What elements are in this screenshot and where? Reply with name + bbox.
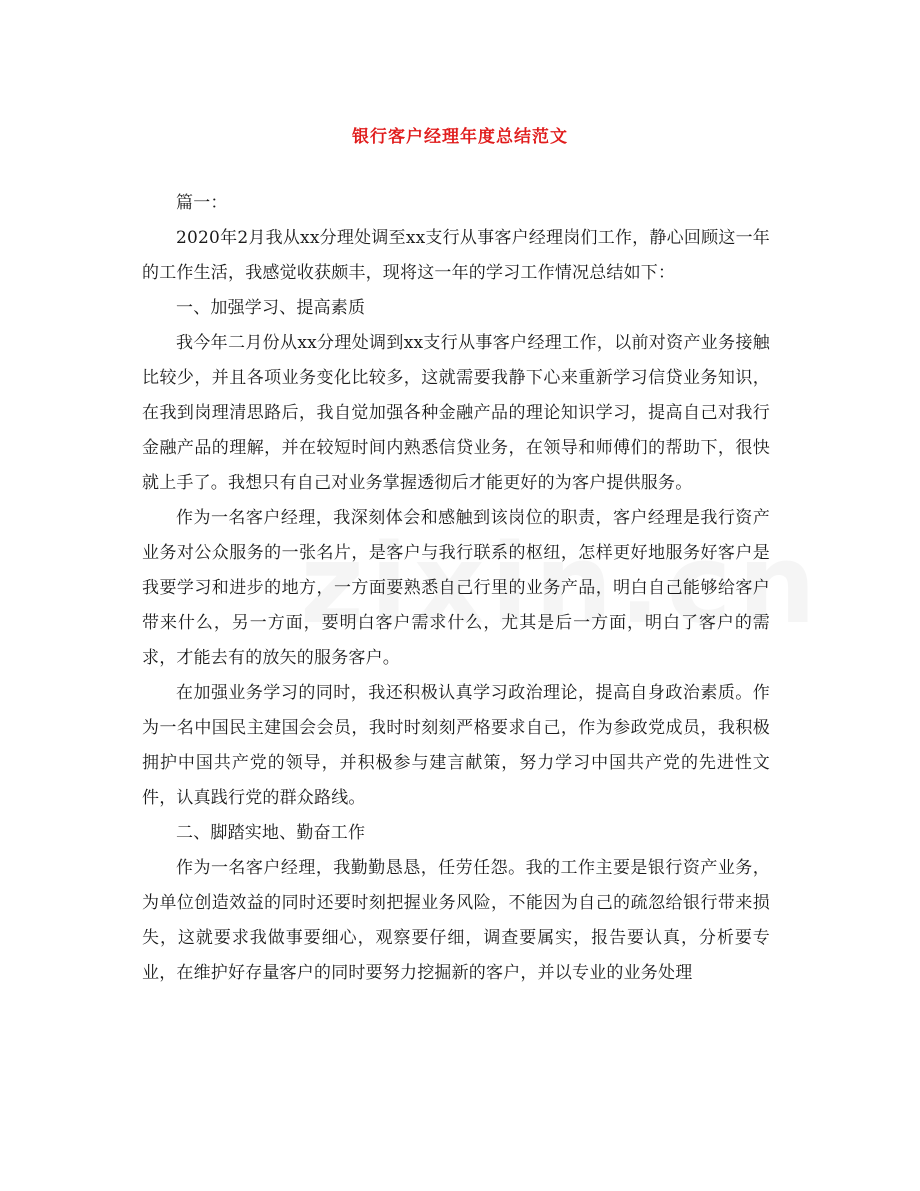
document-body: [142, 186, 770, 991]
section-heading: 一、加强学习、提高素质: [176, 298, 366, 318]
section-label: 篇一：: [176, 193, 228, 213]
body-paragraph: 在加强业务学习的同时，我还积极认真学习政治理论，提高自身政治素质。作为一名中国民主建国会会员，我时时刻刻严格要求自己，作为参政党成员，我积极拥护中国共产党的领导，并积极参与建言献策，努力学习中国共产党的先进性文件，认真践行党的群众路线。: [142, 683, 770, 808]
body-paragraph: 作为一名客户经理，我勤勤恳恳，任劳任怨。我的工作主要是银行资产业务，为单位创造效益的同时还要时刻把握业务风险，不能因为自己的疏忽给银行带来损失，这就要求我做事要细心，观察要仔细，调查要属实，报告要认真，分析要专业，在维护好存量客户的同时要努力挖掘新的客户，并以专业的业务处理: [142, 858, 770, 983]
body-paragraph: 作为一名客户经理，我深刻体会和感触到该岗位的职责，客户经理是我行资产业务对公众服务的一张名片，是客户与我行联系的枢纽，怎样更好地服务好客户是我要学习和进步的地方，一方面要熟悉自己行里的业务产品，明白自己能够给客户带来什么，另一方面，要明白客户需求什么，尤其是后一方面，明白了客户的需求，才能去有的放矢的服务客户。: [142, 508, 770, 668]
body-paragraph: 2020年2月我从xx分理处调至xx支行从事客户经理岗们工作，静心回顾这一年的工作生活，我感觉收获颇丰，现将这一年的学习工作情况总结如下：: [142, 228, 770, 283]
body-paragraph: 我今年二月份从xx分理处调到xx支行从事客户经理工作，以前对资产业务接触比较少，并且各项业务变化比较多，这就需要我静下心来重新学习信贷业务知识，在我到岗理清思路后，我自觉加强各种金融产品的理论知识学习，提高自己对我行金融产品的理解，并在较短时间内熟悉信贷业务，在领导和师傅们的帮助下，很快就上手了。我想只有自己对业务掌握透彻后才能更好的为客户提供服务。: [142, 333, 770, 493]
document-title: 银行客户经理年度总结范文: [352, 127, 568, 147]
section-heading: 二、脚踏实地、勤奋工作: [176, 823, 366, 843]
